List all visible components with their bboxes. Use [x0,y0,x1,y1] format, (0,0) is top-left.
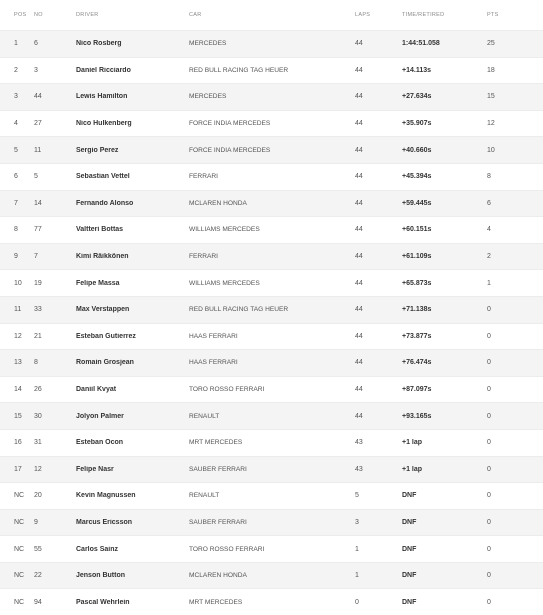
cell-no: 9 [34,518,38,526]
cell-driver: Pascal Wehrlein [76,598,130,606]
cell-pos: 7 [14,199,18,207]
cell-driver: Nico Hulkenberg [76,120,132,128]
cell-no: 30 [34,412,42,420]
cell-pos: 1 [14,40,18,48]
table-row [0,83,543,110]
cell-pts: 0 [487,465,491,473]
table-row [0,562,543,589]
cell-laps: 44 [355,306,363,314]
table-row [0,216,543,243]
cell-driver: Fernando Alonso [76,199,134,207]
cell-driver: Esteban Ocon [76,439,124,447]
cell-time: DNF [402,545,417,553]
cell-laps: 43 [355,465,363,473]
header-pts: PTS [487,12,499,18]
cell-pts: 0 [487,306,491,314]
cell-laps: 44 [355,279,363,287]
table-row [0,110,543,137]
cell-time: +76.474s [402,359,432,367]
cell-car: FERRARI [189,173,218,181]
cell-laps: 44 [355,199,363,207]
cell-driver: Max Verstappen [76,306,130,314]
cell-time: +60.151s [402,226,432,234]
cell-pos: 8 [14,226,18,234]
cell-no: 3 [34,66,38,74]
table-row [0,57,543,84]
cell-time: 1:44:51.058 [402,40,440,48]
cell-pts: 1 [487,279,491,287]
cell-driver: Kimi Räikkönen [76,253,129,261]
cell-driver: Esteban Gutierrez [76,332,136,340]
cell-pos: 14 [14,386,22,394]
cell-no: 44 [34,93,42,101]
table-row [0,402,543,429]
cell-laps: 1 [355,572,359,580]
cell-no: 12 [34,465,42,473]
cell-time: DNF [402,518,417,526]
cell-pos: 17 [14,465,22,473]
table-row [0,482,543,509]
cell-time: +61.109s [402,253,432,261]
cell-pts: 0 [487,598,491,606]
cell-no: 26 [34,386,42,394]
table-row [0,376,543,403]
cell-driver: Daniil Kvyat [76,386,117,394]
cell-pts: 2 [487,253,491,261]
header-laps: LAPS [355,12,371,18]
cell-car: FERRARI [189,253,218,261]
table-row [0,456,543,483]
cell-laps: 44 [355,359,363,367]
cell-laps: 43 [355,439,363,447]
header-pos: POS [14,12,27,18]
cell-car: HAAS FERRARI [189,359,238,367]
cell-laps: 44 [355,332,363,340]
cell-no: 22 [34,572,42,580]
cell-car: WILLIAMS MERCEDES [189,279,260,287]
table-row [0,429,543,456]
cell-no: 11 [34,146,42,154]
cell-laps: 1 [355,545,359,553]
cell-no: 20 [34,492,42,500]
cell-time: +87.097s [402,386,432,394]
cell-car: SAUBER FERRARI [189,518,247,526]
cell-no: 94 [34,598,42,606]
table-row [0,269,543,296]
cell-car: MRT MERCEDES [189,598,243,606]
cell-pos: NC [14,545,25,553]
cell-driver: Valtteri Bottas [76,226,124,234]
cell-pos: 11 [14,306,22,314]
cell-pts: 15 [487,93,495,101]
cell-time: +65.873s [402,279,432,287]
table-row [0,349,543,376]
cell-pts: 12 [487,120,495,128]
cell-no: 5 [34,173,38,181]
cell-driver: Sebastian Vettel [76,173,130,181]
cell-car: RENAULT [189,412,220,420]
cell-driver: Felipe Massa [76,279,120,287]
cell-pts: 0 [487,439,491,447]
cell-pos: 3 [14,93,18,101]
cell-laps: 5 [355,492,359,500]
cell-time: +45.394s [402,173,432,181]
cell-driver: Lewis Hamilton [76,93,128,101]
cell-pos: 2 [14,66,18,74]
cell-driver: Marcus Ericsson [76,518,133,526]
cell-driver: Felipe Nasr [76,465,114,473]
cell-pts: 0 [487,572,491,580]
cell-driver: Carlos Sainz [76,545,119,553]
cell-no: 21 [34,332,42,340]
cell-car: MCLAREN HONDA [189,572,247,580]
cell-no: 8 [34,359,38,367]
cell-laps: 44 [355,173,363,181]
header-no: NO [34,12,43,18]
cell-laps: 44 [355,66,363,74]
cell-no: 55 [34,545,42,553]
cell-no: 14 [34,199,42,207]
cell-pos: 9 [14,253,18,261]
table-row [0,190,543,217]
cell-time: +93.165s [402,412,432,420]
cell-car: MERCEDES [189,40,227,48]
cell-driver: Sergio Perez [76,146,119,154]
cell-car: TORO ROSSO FERRARI [189,545,265,553]
cell-time: +35.907s [402,120,432,128]
cell-time: DNF [402,598,417,606]
cell-no: 33 [34,306,42,314]
cell-car: FORCE INDIA MERCEDES [189,146,271,154]
cell-pts: 25 [487,40,495,48]
cell-pos: NC [14,598,25,606]
header-time: TIME/RETIRED [402,12,445,18]
cell-car: RED BULL RACING TAG HEUER [189,306,289,314]
cell-time: +1 lap [402,465,423,473]
cell-pts: 0 [487,545,491,553]
cell-car: HAAS FERRARI [189,332,238,340]
cell-time: +27.634s [402,93,432,101]
cell-car: MCLAREN HONDA [189,199,247,207]
table-row [0,509,543,536]
cell-driver: Jenson Button [76,572,125,580]
cell-pts: 0 [487,492,491,500]
cell-car: MRT MERCEDES [189,439,243,447]
cell-pts: 8 [487,173,491,181]
header-car: CAR [189,12,202,18]
cell-pos: NC [14,518,25,526]
table-row [0,136,543,163]
cell-no: 7 [34,253,38,261]
cell-pts: 0 [487,359,491,367]
table-row [0,535,543,562]
cell-pos: 5 [14,146,18,154]
cell-pts: 0 [487,412,491,420]
cell-pts: 0 [487,518,491,526]
cell-pts: 0 [487,386,491,394]
cell-laps: 44 [355,93,363,101]
cell-driver: Romain Grosjean [76,359,134,367]
cell-laps: 0 [355,598,359,606]
cell-no: 6 [34,40,38,48]
cell-pts: 10 [487,146,495,154]
cell-car: RENAULT [189,492,220,500]
cell-pos: NC [14,572,25,580]
cell-car: RED BULL RACING TAG HEUER [189,66,289,74]
cell-driver: Daniel Ricciardo [76,66,131,74]
cell-time: +1 lap [402,439,423,447]
header-driver: DRIVER [76,12,99,18]
cell-time: DNF [402,572,417,580]
cell-pts: 0 [487,332,491,340]
cell-laps: 44 [355,146,363,154]
cell-time: +71.138s [402,306,432,314]
cell-driver: Jolyon Palmer [76,412,124,420]
cell-driver: Kevin Magnussen [76,492,136,500]
cell-time: DNF [402,492,417,500]
cell-laps: 44 [355,253,363,261]
table-body [0,30,543,615]
table-header [0,0,543,30]
cell-pos: 13 [14,359,22,367]
cell-laps: 44 [355,412,363,420]
cell-driver: Nico Rosberg [76,40,122,48]
cell-pos: 10 [14,279,22,287]
cell-pos: 4 [14,120,18,128]
cell-car: WILLIAMS MERCEDES [189,226,260,234]
cell-no: 31 [34,439,42,447]
table-row [0,323,543,350]
cell-pos: NC [14,492,25,500]
cell-time: +59.445s [402,199,432,207]
cell-no: 27 [34,120,42,128]
cell-pos: 15 [14,412,22,420]
cell-pos: 12 [14,332,22,340]
cell-no: 19 [34,279,42,287]
table-row [0,30,543,57]
cell-laps: 44 [355,120,363,128]
cell-laps: 44 [355,226,363,234]
table-row [0,588,543,615]
cell-pos: 6 [14,173,18,181]
cell-pos: 16 [14,439,22,447]
cell-laps: 3 [355,518,359,526]
cell-time: +40.660s [402,146,432,154]
cell-time: +73.877s [402,332,432,340]
table-row [0,296,543,323]
cell-laps: 44 [355,40,363,48]
cell-pts: 6 [487,199,491,207]
cell-pts: 18 [487,66,495,74]
cell-car: FORCE INDIA MERCEDES [189,120,271,128]
table-row [0,243,543,270]
table-row [0,163,543,190]
cell-no: 77 [34,226,42,234]
cell-car: TORO ROSSO FERRARI [189,386,265,394]
cell-laps: 44 [355,386,363,394]
cell-time: +14.113s [402,66,432,74]
cell-car: SAUBER FERRARI [189,465,247,473]
cell-pts: 4 [487,226,491,234]
cell-car: MERCEDES [189,93,227,101]
